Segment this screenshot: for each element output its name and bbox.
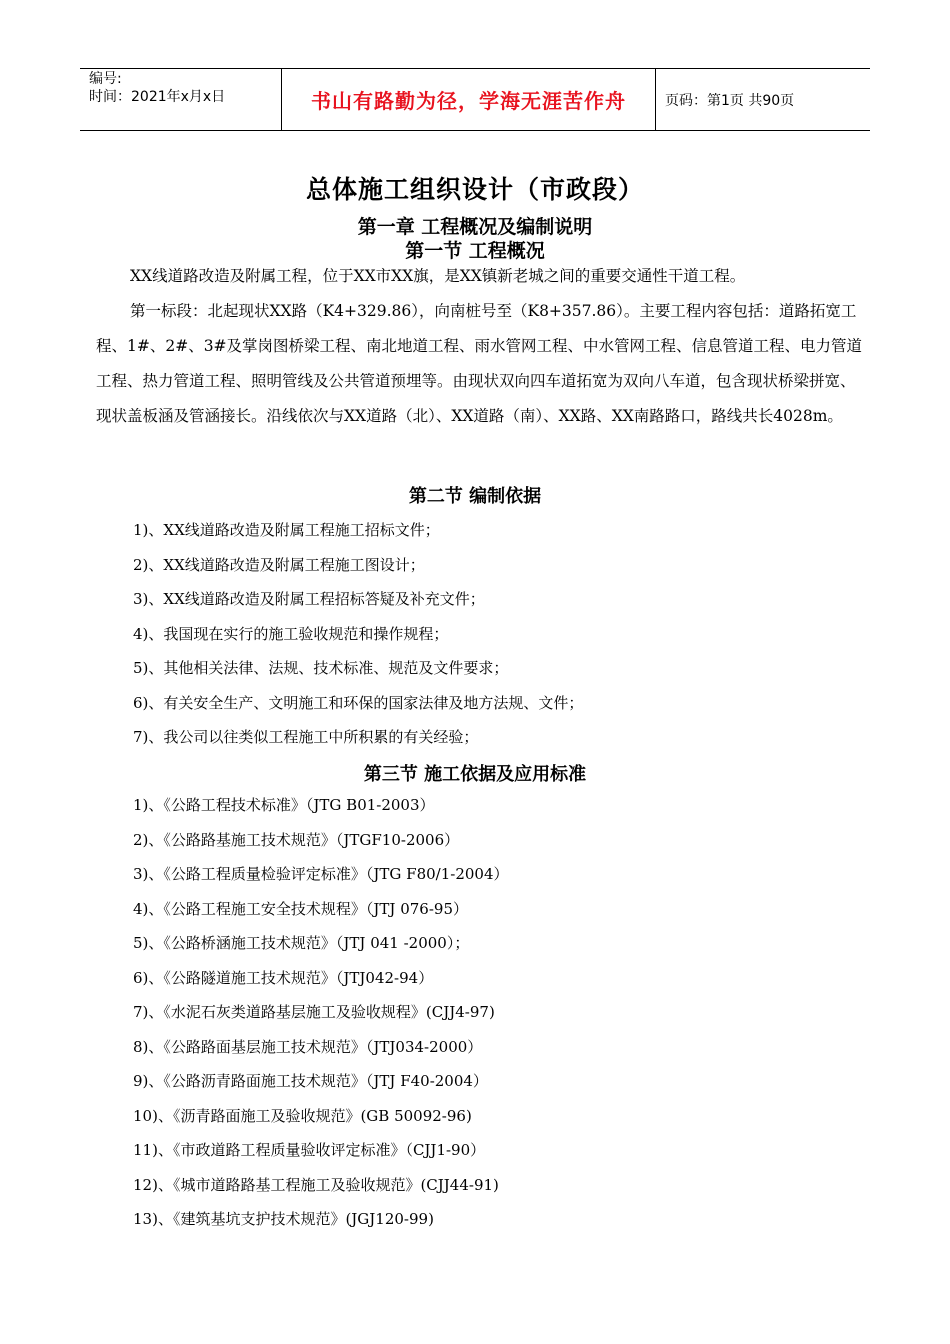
list-item: 3)、《公路工程质量检验评定标准》（JTG F80/1-2004） [133, 865, 509, 883]
document-date: 时间：2021年x月x日 [89, 89, 226, 105]
basis-list [133, 513, 873, 755]
paragraph: XX线道路改造及附属工程，位于XX市XX旗，是XX镇新老城之间的重要交通性干道工程。 [130, 267, 746, 285]
list-item: 5)、《公路桥涵施工技术规范》（JTJ 041 -2000）； [133, 934, 470, 952]
list-item: 12)、《城市道路路基工程施工及验收规范》(CJJ44-91) [133, 1175, 499, 1194]
list-item: 4)、我国现在实行的施工验收规范和操作规程； [133, 624, 449, 643]
list-item: 5)、其他相关法律、法规、技术标准、规范及文件要求； [133, 659, 509, 677]
list-item: 8)、《公路路面基层施工技术规范》（JTJ034-2000） [133, 1037, 483, 1056]
list-item: 2)、《公路路基施工技术规范》（JTGF10-2006） [133, 830, 460, 849]
document-number-label: 编号: [89, 71, 122, 87]
paragraph: 第一标段：北起现状XX路（K4+329.86），向南桩号至（K8+357.86）。主要工程内容包括：道路拓宽工程、1#、2#、3#及掌岗图桥梁工程、南北地道工程、雨水管网工程、中水管网工程、信息管道工程、电力管道工程、热力管道工程、照明管线及公共管道预埋等。由现状双向四车道拓宽为双向八车道，包含现状桥梁拼宽、现状盖板涵及管涵接长。沿线依次与XX道路（北）、XX道路（南）、XX路、XX南路路口，路线共长4028m。 [96, 302, 863, 425]
chapter-title: 第一章 工程概况及编制说明 [357, 216, 593, 238]
list-item: 11)、《市政道路工程质量验收评定标准》（CJJ1-90） [133, 1141, 486, 1159]
list-item: 3)、XX线道路改造及附属工程招标答疑及补充文件； [133, 590, 485, 608]
section-title: 第二节 编制依据 [408, 486, 542, 507]
list-item: 6)、《公路隧道施工技术规范》（JTJ042-94） [133, 968, 434, 987]
header-meta [89, 70, 279, 106]
header-divider [655, 69, 656, 130]
list-item: 1)、XX线道路改造及附属工程施工招标文件； [133, 521, 440, 539]
list-item: 13)、《建筑基坑支护技术规范》(JGJ120-99) [133, 1210, 434, 1228]
list-item: 6)、有关安全生产、文明施工和环保的国家法律及地方法规、文件； [133, 693, 584, 712]
list-item: 9)、《公路沥青路面施工技术规范》（JTJ F40-2004） [133, 1072, 488, 1090]
list-item: 7)、我公司以往类似工程施工中所积累的有关经验； [133, 728, 479, 746]
page-header [80, 68, 870, 131]
standards-list [133, 788, 873, 1237]
document-title: 总体施工组织设计（市政段） [305, 175, 644, 204]
list-item: 1)、《公路工程技术标准》（JTG B01-2003） [133, 796, 435, 814]
header-motto: 书山有路勤为径，学海无涯苦作舟 [311, 89, 626, 113]
section-title: 第一节 工程概况 [405, 240, 545, 262]
list-item: 4)、《公路工程施工安全技术规程》（JTJ 076-95） [133, 899, 468, 918]
list-item: 2)、XX线道路改造及附属工程施工图设计； [133, 555, 425, 574]
page-number: 页码：第1页 共90页 [665, 92, 795, 109]
list-item: 7)、《水泥石灰类道路基层施工及验收规程》(CJJ4-97) [133, 1003, 495, 1021]
list-item: 10)、《沥青路面施工及验收规范》(GB 50092-96) [133, 1106, 472, 1125]
section-title: 第三节 施工依据及应用标准 [363, 764, 587, 785]
